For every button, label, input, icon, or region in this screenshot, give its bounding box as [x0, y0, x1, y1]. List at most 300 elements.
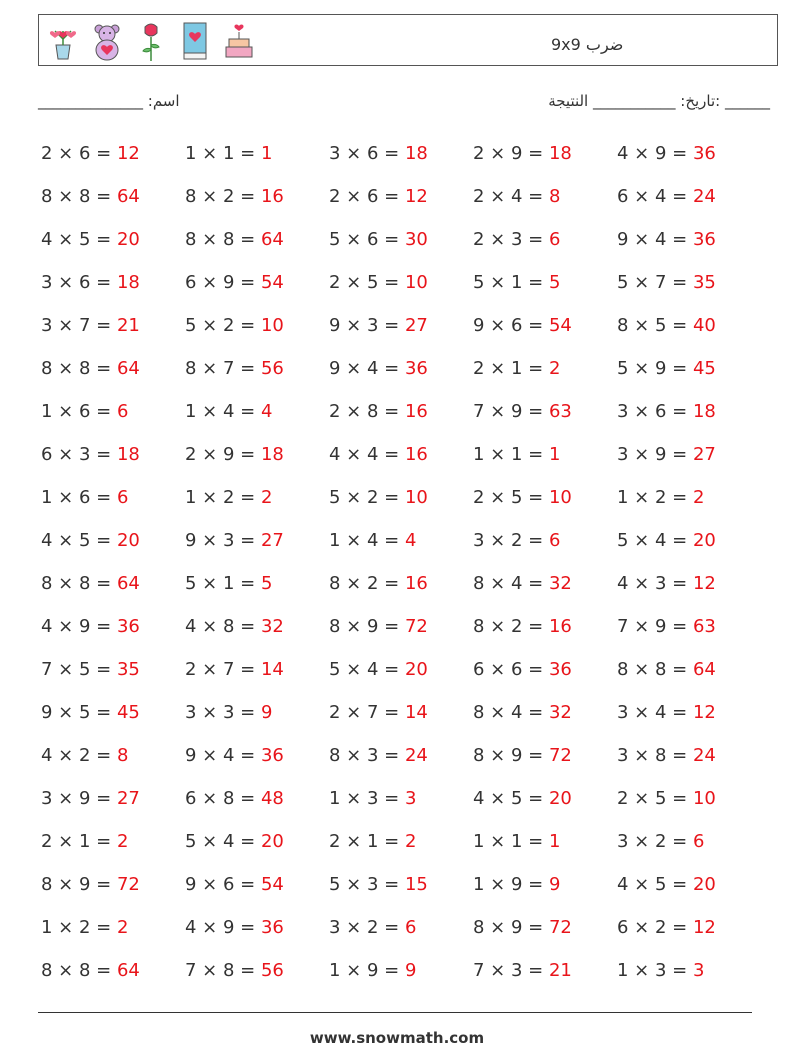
multiplication-problem	[617, 659, 761, 680]
multiplication-problem	[185, 530, 329, 551]
problem-answer: 32	[260, 616, 284, 637]
problem-answer: 45	[116, 702, 140, 723]
multiplication-problem	[185, 616, 329, 637]
multiplication-problem	[473, 358, 617, 379]
multiplication-problem	[329, 788, 473, 809]
multiplication-problem	[329, 143, 473, 164]
multiplication-problem	[41, 831, 185, 852]
problem-answer: 12	[692, 702, 716, 723]
footer-url: www.snowmath.com	[309, 1029, 485, 1047]
multiplication-problem	[473, 788, 617, 809]
multiplication-problem	[617, 143, 761, 164]
problem-answer: 2	[548, 358, 561, 379]
problem-expression: 4 × 4 =	[329, 444, 405, 465]
problem-expression: 5 × 4 =	[329, 659, 405, 680]
multiplication-problem	[329, 186, 473, 207]
problem-answer: 12	[116, 143, 140, 164]
problem-answer: 2	[116, 917, 129, 938]
multiplication-problem	[185, 874, 329, 895]
date-score-field: ______ :تاريخ: ___________ النتيجة	[548, 92, 770, 110]
problem-expression: 4 × 5 =	[41, 229, 117, 250]
problem-expression: 8 × 4 =	[473, 702, 549, 723]
multiplication-problem	[185, 659, 329, 680]
problem-answer: 4	[404, 530, 417, 551]
problem-answer: 2	[692, 487, 705, 508]
problem-answer: 54	[260, 874, 284, 895]
problem-expression: 3 × 6 =	[41, 272, 117, 293]
multiplication-problem	[617, 315, 761, 336]
problem-answer: 54	[260, 272, 284, 293]
problem-answer: 20	[548, 788, 572, 809]
problem-expression: 5 × 9 =	[617, 358, 693, 379]
problem-answer: 64	[116, 573, 140, 594]
problem-expression: 9 × 3 =	[185, 530, 261, 551]
multiplication-problem	[41, 788, 185, 809]
problem-expression: 8 × 8 =	[41, 960, 117, 981]
multiplication-problem	[329, 616, 473, 637]
multiplication-problem	[473, 573, 617, 594]
multiplication-problem	[41, 143, 185, 164]
problem-expression: 5 × 1 =	[473, 272, 549, 293]
multiplication-problem	[473, 917, 617, 938]
multiplication-problem	[41, 315, 185, 336]
multiplication-problem	[185, 143, 329, 164]
problem-answer: 64	[260, 229, 284, 250]
multiplication-problem	[329, 917, 473, 938]
problem-answer: 63	[548, 401, 572, 422]
problem-expression: 1 × 6 =	[41, 487, 117, 508]
problem-expression: 2 × 9 =	[185, 444, 261, 465]
multiplication-problem	[329, 831, 473, 852]
problem-expression: 1 × 3 =	[617, 960, 693, 981]
problem-expression: 2 × 9 =	[473, 143, 549, 164]
problem-answer: 18	[116, 272, 140, 293]
problem-expression: 7 × 3 =	[473, 960, 549, 981]
problem-answer: 16	[404, 444, 428, 465]
problem-expression: 2 × 7 =	[329, 702, 405, 723]
problem-expression: 6 × 8 =	[185, 788, 261, 809]
multiplication-problem	[473, 874, 617, 895]
problem-answer: 2	[116, 831, 129, 852]
problem-answer: 12	[404, 186, 428, 207]
problem-expression: 8 × 9 =	[473, 917, 549, 938]
problem-answer: 20	[116, 530, 140, 551]
problem-expression: 2 × 1 =	[329, 831, 405, 852]
problem-expression: 2 × 7 =	[185, 659, 261, 680]
multiplication-problem	[617, 444, 761, 465]
multiplication-problem	[617, 702, 761, 723]
problem-answer: 20	[404, 659, 428, 680]
header-icons	[47, 19, 255, 63]
worksheet-header	[38, 14, 778, 66]
multiplication-problem	[473, 659, 617, 680]
problem-expression: 7 × 5 =	[41, 659, 117, 680]
multiplication-problem	[473, 315, 617, 336]
problem-answer: 2	[260, 487, 273, 508]
multiplication-problem	[41, 487, 185, 508]
problem-expression: 8 × 8 =	[41, 573, 117, 594]
problem-expression: 5 × 2 =	[185, 315, 261, 336]
problem-answer: 36	[692, 143, 716, 164]
multiplication-problem	[617, 745, 761, 766]
problem-expression: 1 × 1 =	[473, 831, 549, 852]
multiplication-problem	[41, 874, 185, 895]
multiplication-problem	[185, 831, 329, 852]
problem-answer: 36	[404, 358, 428, 379]
problem-expression: 4 × 5 =	[617, 874, 693, 895]
multiplication-problem	[185, 358, 329, 379]
problem-expression: 7 × 8 =	[185, 960, 261, 981]
problem-answer: 36	[260, 745, 284, 766]
problem-answer: 10	[692, 788, 716, 809]
problem-expression: 8 × 4 =	[473, 573, 549, 594]
flower-pot-icon	[47, 19, 79, 63]
problem-expression: 5 × 2 =	[329, 487, 405, 508]
problem-expression: 3 × 2 =	[473, 530, 549, 551]
multiplication-problem	[473, 487, 617, 508]
problem-expression: 1 × 9 =	[329, 960, 405, 981]
problem-grid	[41, 132, 761, 992]
multiplication-problem	[41, 530, 185, 551]
problem-expression: 6 × 6 =	[473, 659, 549, 680]
multiplication-problem	[329, 487, 473, 508]
multiplication-problem	[185, 960, 329, 981]
problem-expression: 3 × 9 =	[41, 788, 117, 809]
multiplication-problem	[41, 616, 185, 637]
problem-expression: 4 × 8 =	[185, 616, 261, 637]
problem-answer: 6	[548, 530, 561, 551]
problem-answer: 54	[548, 315, 572, 336]
problem-answer: 16	[404, 401, 428, 422]
problem-expression: 2 × 5 =	[329, 272, 405, 293]
multiplication-problem	[41, 272, 185, 293]
multiplication-problem	[329, 530, 473, 551]
multiplication-problem	[473, 616, 617, 637]
problem-expression: 9 × 6 =	[473, 315, 549, 336]
problem-expression: 3 × 8 =	[617, 745, 693, 766]
problem-expression: 2 × 5 =	[617, 788, 693, 809]
multiplication-problem	[617, 788, 761, 809]
multiplication-problem	[185, 573, 329, 594]
problem-answer: 15	[404, 874, 428, 895]
multiplication-problem	[185, 186, 329, 207]
multiplication-problem	[473, 702, 617, 723]
problem-answer: 21	[548, 960, 572, 981]
problem-answer: 10	[260, 315, 284, 336]
problem-answer: 18	[692, 401, 716, 422]
problem-expression: 4 × 9 =	[617, 143, 693, 164]
problem-answer: 36	[116, 616, 140, 637]
problem-expression: 3 × 7 =	[41, 315, 117, 336]
multiplication-problem	[329, 229, 473, 250]
problem-expression: 8 × 9 =	[41, 874, 117, 895]
problem-answer: 20	[692, 530, 716, 551]
worksheet-title: ضرب 9x9	[551, 35, 624, 54]
problem-expression: 4 × 9 =	[41, 616, 117, 637]
problem-answer: 72	[548, 917, 572, 938]
multiplication-problem	[617, 272, 761, 293]
problem-expression: 7 × 9 =	[617, 616, 693, 637]
multiplication-problem	[185, 444, 329, 465]
problem-expression: 5 × 7 =	[617, 272, 693, 293]
problem-answer: 48	[260, 788, 284, 809]
problem-expression: 8 × 2 =	[473, 616, 549, 637]
problem-expression: 3 × 9 =	[617, 444, 693, 465]
problem-answer: 8	[548, 186, 561, 207]
problem-expression: 9 × 6 =	[185, 874, 261, 895]
problem-answer: 3	[692, 960, 705, 981]
problem-expression: 3 × 3 =	[185, 702, 261, 723]
multiplication-problem	[329, 960, 473, 981]
problem-answer: 10	[404, 272, 428, 293]
problem-answer: 64	[116, 960, 140, 981]
problem-answer: 5	[548, 272, 561, 293]
problem-answer: 64	[116, 186, 140, 207]
problem-answer: 20	[692, 874, 716, 895]
multiplication-problem	[617, 358, 761, 379]
multiplication-problem	[329, 272, 473, 293]
problem-answer: 3	[404, 788, 417, 809]
multiplication-problem	[41, 358, 185, 379]
problem-expression: 8 × 5 =	[617, 315, 693, 336]
problem-expression: 9 × 4 =	[617, 229, 693, 250]
multiplication-problem	[41, 702, 185, 723]
multiplication-problem	[329, 745, 473, 766]
problem-answer: 18	[548, 143, 572, 164]
multiplication-problem	[617, 874, 761, 895]
problem-answer: 27	[404, 315, 428, 336]
problem-expression: 3 × 6 =	[617, 401, 693, 422]
multiplication-problem	[185, 315, 329, 336]
problem-answer: 64	[692, 659, 716, 680]
problem-expression: 4 × 2 =	[41, 745, 117, 766]
problem-answer: 6	[116, 487, 129, 508]
problem-answer: 30	[404, 229, 428, 250]
problem-answer: 6	[116, 401, 129, 422]
multiplication-problem	[617, 831, 761, 852]
problem-expression: 1 × 2 =	[185, 487, 261, 508]
problem-expression: 9 × 4 =	[329, 358, 405, 379]
problem-answer: 18	[116, 444, 140, 465]
problem-answer: 20	[260, 831, 284, 852]
multiplication-problem	[185, 401, 329, 422]
problem-answer: 18	[260, 444, 284, 465]
problem-expression: 1 × 2 =	[617, 487, 693, 508]
problem-answer: 5	[260, 573, 273, 594]
problem-answer: 36	[260, 917, 284, 938]
problem-expression: 3 × 2 =	[329, 917, 405, 938]
multiplication-problem	[473, 401, 617, 422]
multiplication-problem	[617, 960, 761, 981]
problem-expression: 2 × 6 =	[41, 143, 117, 164]
multiplication-problem	[41, 659, 185, 680]
problem-expression: 9 × 3 =	[329, 315, 405, 336]
problem-expression: 1 × 2 =	[41, 917, 117, 938]
multiplication-problem	[185, 272, 329, 293]
problem-answer: 9	[404, 960, 417, 981]
multiplication-problem	[329, 358, 473, 379]
problem-answer: 16	[404, 573, 428, 594]
problem-answer: 32	[548, 702, 572, 723]
problem-answer: 10	[404, 487, 428, 508]
problem-expression: 1 × 4 =	[185, 401, 261, 422]
multiplication-problem	[185, 917, 329, 938]
multiplication-problem	[41, 917, 185, 938]
problem-expression: 8 × 9 =	[473, 745, 549, 766]
problem-answer: 16	[260, 186, 284, 207]
teddy-bear-icon	[91, 19, 123, 63]
problem-answer: 18	[404, 143, 428, 164]
problem-expression: 1 × 9 =	[473, 874, 549, 895]
problem-expression: 4 × 5 =	[41, 530, 117, 551]
problem-answer: 21	[116, 315, 140, 336]
problem-expression: 8 × 8 =	[185, 229, 261, 250]
problem-answer: 1	[548, 831, 561, 852]
problem-expression: 8 × 8 =	[41, 186, 117, 207]
problem-expression: 1 × 4 =	[329, 530, 405, 551]
multiplication-problem	[329, 659, 473, 680]
problem-expression: 8 × 8 =	[41, 358, 117, 379]
problem-answer: 27	[260, 530, 284, 551]
problem-expression: 6 × 9 =	[185, 272, 261, 293]
problem-expression: 6 × 2 =	[617, 917, 693, 938]
problem-expression: 5 × 6 =	[329, 229, 405, 250]
problem-answer: 9	[260, 702, 273, 723]
problem-expression: 3 × 2 =	[617, 831, 693, 852]
problem-answer: 72	[548, 745, 572, 766]
problem-answer: 63	[692, 616, 716, 637]
problem-answer: 4	[260, 401, 273, 422]
problem-expression: 2 × 3 =	[473, 229, 549, 250]
problem-expression: 3 × 6 =	[329, 143, 405, 164]
problem-answer: 2	[404, 831, 417, 852]
problem-answer: 36	[548, 659, 572, 680]
problem-answer: 35	[692, 272, 716, 293]
problem-answer: 64	[116, 358, 140, 379]
problem-answer: 32	[548, 573, 572, 594]
problem-answer: 6	[692, 831, 705, 852]
problem-answer: 24	[692, 186, 716, 207]
problem-expression: 5 × 3 =	[329, 874, 405, 895]
problem-expression: 1 × 3 =	[329, 788, 405, 809]
problem-expression: 2 × 4 =	[473, 186, 549, 207]
footer-divider	[38, 1012, 752, 1013]
multiplication-problem	[617, 487, 761, 508]
multiplication-problem	[617, 229, 761, 250]
problem-answer: 9	[548, 874, 561, 895]
problem-answer: 6	[548, 229, 561, 250]
multiplication-problem	[329, 401, 473, 422]
multiplication-problem	[185, 487, 329, 508]
multiplication-problem	[473, 960, 617, 981]
problem-expression: 8 × 3 =	[329, 745, 405, 766]
problem-answer: 20	[116, 229, 140, 250]
problem-expression: 6 × 3 =	[41, 444, 117, 465]
multiplication-problem	[185, 229, 329, 250]
problem-expression: 4 × 3 =	[617, 573, 693, 594]
problem-answer: 6	[404, 917, 417, 938]
multiplication-problem	[41, 229, 185, 250]
problem-expression: 2 × 6 =	[329, 186, 405, 207]
problem-answer: 8	[116, 745, 129, 766]
problem-expression: 5 × 1 =	[185, 573, 261, 594]
multiplication-problem	[329, 315, 473, 336]
multiplication-problem	[617, 616, 761, 637]
multiplication-problem	[41, 444, 185, 465]
problem-answer: 1	[260, 143, 273, 164]
multiplication-problem	[473, 272, 617, 293]
multiplication-problem	[617, 186, 761, 207]
problem-answer: 40	[692, 315, 716, 336]
problem-expression: 8 × 2 =	[329, 573, 405, 594]
problem-expression: 2 × 1 =	[41, 831, 117, 852]
multiplication-problem	[473, 831, 617, 852]
problem-expression: 5 × 4 =	[185, 831, 261, 852]
multiplication-problem	[473, 530, 617, 551]
multiplication-problem	[41, 401, 185, 422]
problem-answer: 24	[404, 745, 428, 766]
problem-expression: 8 × 9 =	[329, 616, 405, 637]
problem-answer: 56	[260, 358, 284, 379]
multiplication-problem	[41, 745, 185, 766]
problem-expression: 3 × 4 =	[617, 702, 693, 723]
problem-expression: 7 × 9 =	[473, 401, 549, 422]
problem-answer: 36	[692, 229, 716, 250]
multiplication-problem	[329, 573, 473, 594]
name-field: اسم: ______________	[38, 92, 180, 110]
problem-expression: 1 × 6 =	[41, 401, 117, 422]
multiplication-problem	[473, 186, 617, 207]
multiplication-problem	[473, 745, 617, 766]
problem-answer: 16	[548, 616, 572, 637]
problem-expression: 4 × 9 =	[185, 917, 261, 938]
problem-answer: 27	[692, 444, 716, 465]
problem-answer: 35	[116, 659, 140, 680]
multiplication-problem	[617, 917, 761, 938]
problem-expression: 9 × 5 =	[41, 702, 117, 723]
problem-answer: 14	[260, 659, 284, 680]
problem-answer: 45	[692, 358, 716, 379]
problem-answer: 72	[404, 616, 428, 637]
problem-expression: 2 × 1 =	[473, 358, 549, 379]
multiplication-problem	[617, 530, 761, 551]
multiplication-problem	[185, 702, 329, 723]
problem-answer: 27	[116, 788, 140, 809]
multiplication-problem	[473, 229, 617, 250]
problem-expression: 2 × 8 =	[329, 401, 405, 422]
problem-answer: 10	[548, 487, 572, 508]
problem-answer: 14	[404, 702, 428, 723]
problem-expression: 4 × 5 =	[473, 788, 549, 809]
problem-expression: 8 × 2 =	[185, 186, 261, 207]
multiplication-problem	[41, 960, 185, 981]
multiplication-problem	[473, 444, 617, 465]
multiplication-problem	[185, 788, 329, 809]
multiplication-problem	[185, 745, 329, 766]
multiplication-problem	[41, 186, 185, 207]
multiplication-problem	[329, 444, 473, 465]
problem-expression: 2 × 5 =	[473, 487, 549, 508]
rose-icon	[135, 19, 167, 63]
multiplication-problem	[41, 573, 185, 594]
problem-expression: 9 × 4 =	[185, 745, 261, 766]
multiplication-problem	[617, 573, 761, 594]
problem-answer: 12	[692, 573, 716, 594]
multiplication-problem	[473, 143, 617, 164]
multiplication-problem	[329, 874, 473, 895]
problem-expression: 1 × 1 =	[473, 444, 549, 465]
problem-answer: 12	[692, 917, 716, 938]
